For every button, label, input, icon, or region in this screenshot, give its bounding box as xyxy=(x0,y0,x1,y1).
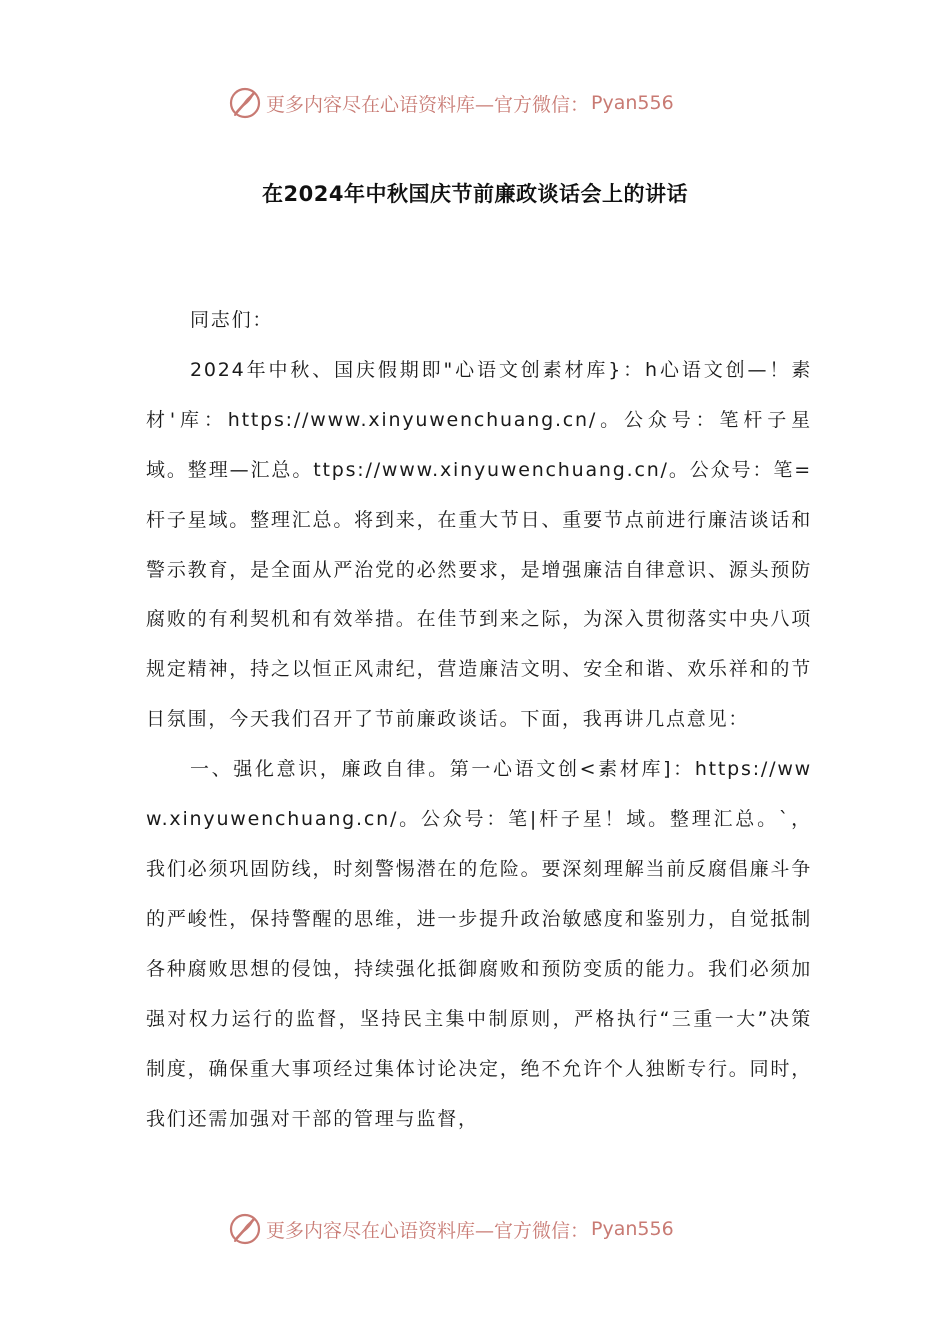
quill-pen-logo-icon xyxy=(228,86,262,120)
header-watermark-banner xyxy=(228,83,674,123)
paragraph-salutation: 同志们： xyxy=(190,309,274,331)
document-body xyxy=(146,296,812,1144)
paragraph-intro: 2024年中秋、国庆假期即"心语文创素材库}：h心语文创—！素材'库：https://www.xinyuwenchuang.cn/。公众号：笔杆子星域。整理—汇总。ttps://www.xinyuwenchuang.cn/。公众号：笔=杆子星域。整理汇总。将到来，在重大节日、重要节点前进行廉洁谈话和警示教育，是全面从严治党的必然要求，是增强廉洁自律意识、源头预防腐败的有利契机和有效举措。在佳节到来之际，为深入贯彻落实中央八项规定精神，持之以恒正风肃纪，营造廉洁文明、安全和谐、欢乐祥和的节日氛围，今天我们召开了节前廉政谈话。下面，我再讲几点意见： xyxy=(146,358,812,731)
document-title: 在2024年中秋国庆节前廉政谈话会上的讲话 xyxy=(262,182,688,206)
footer-watermark-banner xyxy=(228,1209,674,1249)
watermark-wechat-id: Pyan556 xyxy=(591,92,674,114)
watermark-promo-text: 更多内容尽在心语资料库—官方微信： xyxy=(266,1219,590,1242)
watermark-wechat-id: Pyan556 xyxy=(591,1218,674,1240)
paragraph-point-one: 一、强化意识，廉政自律。第一心语文创<素材库]：https://www.xinyuwenchuang.cn/。公众号：笔|杆子星！域。整理汇总。`，我们必须巩固防线，时刻警惕潜在的危险。要深刻理解当前反腐倡廉斗争的严峻性，保持警醒的思维，进一步提升政治敏感度和鉴别力，自觉抵制各种腐败思想的侵蚀，持续强化抵御腐败和预防变质的能力。我们必须加强对权力运行的监督，坚持民主集中制原则，严格执行“三重一大”决策制度，确保重大事项经过集体讨论决定，绝不允许个人独断专行。同时，我们还需加强对干部的管理与监督， xyxy=(146,758,812,1130)
watermark-promo-text: 更多内容尽在心语资料库—官方微信： xyxy=(266,93,590,116)
quill-pen-logo-icon xyxy=(228,1212,262,1246)
